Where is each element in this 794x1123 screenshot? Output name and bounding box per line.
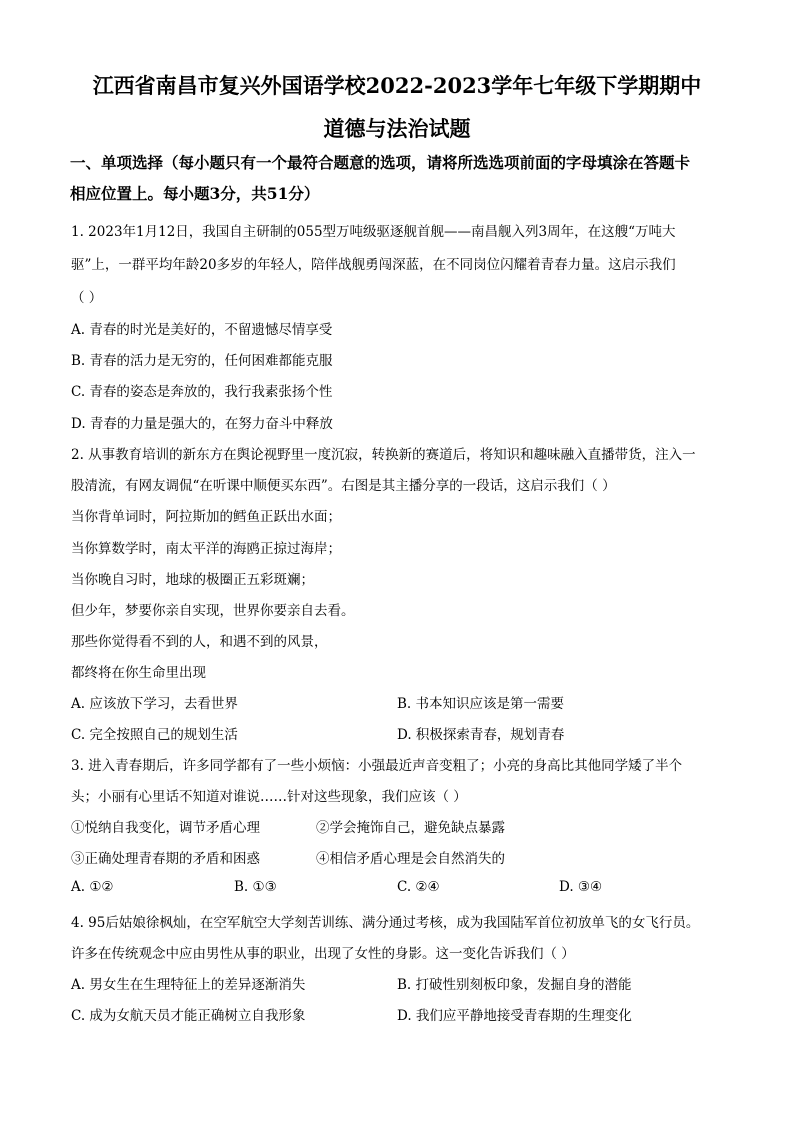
q1-option-b: B. 青春的活力是无穷的，任何困难都能克服 <box>71 353 333 369</box>
q3-stem-line2: 头；小丽有心里话不知道对谁说……针对这些现象，我们应该（ ） <box>71 789 467 805</box>
q4-option-a: A. 男女生在生理特征上的差异逐渐消失 <box>71 977 306 993</box>
q2-quote-line1: 当你背单词时，阿拉斯加的鳕鱼正跃出水面； <box>71 509 341 525</box>
q3-statement-4: ④相信矛盾心理是会自然消失的 <box>316 851 505 867</box>
q3-statement-3: ③正确处理青春期的矛盾和困惑 <box>71 851 260 867</box>
q4-stem-line2: 许多在传统观念中应由男性从事的职业，出现了女性的身影。这一变化告诉我们（ ） <box>71 946 575 962</box>
q4-option-c: C. 成为女航天员才能正确树立自我形象 <box>71 1008 306 1024</box>
q1-stem-line2: 驱”上，一群平均年龄20多岁的年轻人，陪伴战舰勇闯深蓝，在不同岗位闪耀着青春力量。这启示我们 <box>71 257 676 273</box>
q1-stem-line3: （ ） <box>71 290 103 306</box>
exam-title-line2: 道德与法治试题 <box>323 116 471 141</box>
q4-option-b: B. 打破性别刻板印象，发掘自身的潜能 <box>397 977 632 993</box>
q1-stem-line1: 1. 2023年1月12日，我国自主研制的055型万吨级驱逐舰首舰——南昌舰入列3周年，在这艘“万吨大 <box>71 224 676 240</box>
q1-option-a: A. 青春的时光是美好的，不留遗憾尽情享受 <box>71 322 333 338</box>
q3-statement-1: ①悦纳自我变化，调节矛盾心理 <box>71 820 260 836</box>
section-heading-line2: 相应位置上。每小题3分，共51分） <box>70 184 320 203</box>
q2-quote-line2: 当你算数学时，南太平洋的海鸥正掠过海岸； <box>71 541 341 557</box>
q4-option-d: D. 我们应平静地接受青春期的生理变化 <box>397 1008 632 1024</box>
q3-option-b: B. ①③ <box>234 879 277 895</box>
q3-statement-2: ②学会掩饰自己，避免缺点暴露 <box>316 820 505 836</box>
q3-option-d: D. ③④ <box>559 879 603 895</box>
q3-stem-line1: 3. 进入青春期后，许多同学都有了一些小烦恼：小强最近声音变粗了；小亮的身高比其他同学矮了半个 <box>71 758 683 774</box>
q3-option-a: A. ①② <box>71 879 114 895</box>
exam-title-line1: 江西省南昌市复兴外国语学校2022-2023学年七年级下学期期中 <box>92 73 702 98</box>
q2-quote-line3: 当你晚自习时，地球的极圈正五彩斑斓； <box>71 572 314 588</box>
q3-option-c: C. ②④ <box>397 879 440 895</box>
q2-quote-line4: 但少年，梦要你亲自实现，世界你要亲自去看。 <box>71 603 355 619</box>
q2-option-b: B. 书本知识应该是第一需要 <box>397 696 565 712</box>
q2-option-d: D. 积极探索青春，规划青春 <box>397 727 565 743</box>
q2-stem-line2: 股清流，有网友调侃“在听课中顺便买东西”。右图是其主播分享的一段话，这启示我们（ ） <box>71 478 616 494</box>
q1-option-c: C. 青春的姿态是奔放的，我行我素张扬个性 <box>71 384 333 400</box>
q2-quote-line6: 都终将在你生命里出现 <box>71 665 206 681</box>
q1-option-d: D. 青春的力量是强大的，在努力奋斗中释放 <box>71 416 333 432</box>
q2-option-c: C. 完全按照自己的规划生活 <box>71 727 238 743</box>
q2-option-a: A. 应该放下学习，去看世界 <box>71 696 238 712</box>
q4-stem-line1: 4. 95后姑娘徐枫灿，在空军航空大学刻苦训练、满分通过考核，成为我国陆军首位初放单飞的女飞行员。 <box>71 915 700 931</box>
section-heading-line1: 一、单项选择（每小题只有一个最符合题意的选项，请将所选选项前面的字母填涂在答题卡 <box>70 153 691 172</box>
q2-stem-line1: 2. 从事教育培训的新东方在舆论视野里一度沉寂，转换新的赛道后，将知识和趣味融入直播带货，注入一 <box>71 447 696 463</box>
q2-quote-line5: 那些你觉得看不到的人，和遇不到的风景， <box>71 634 328 650</box>
